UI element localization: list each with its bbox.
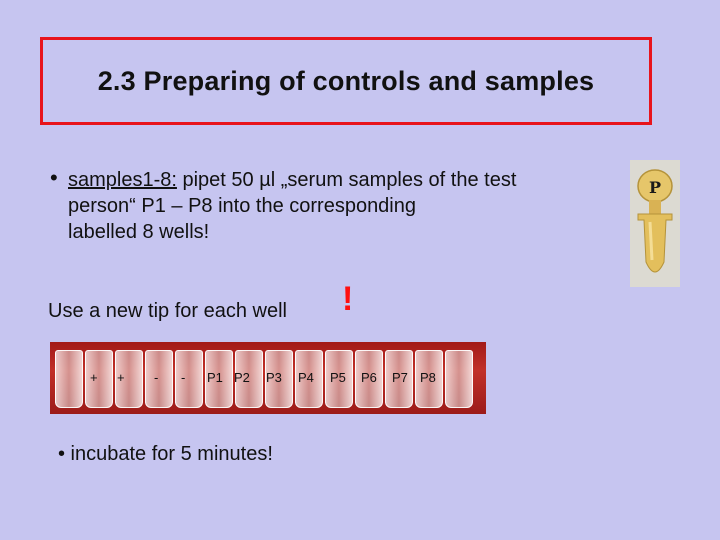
bullet-line-1-rest: pipet 50 µl „serum samples of the test xyxy=(176,169,517,191)
well-strip-photo xyxy=(50,342,486,414)
well-label: + xyxy=(117,370,125,385)
bullet-line-3: labelled 8 wells! xyxy=(68,221,210,243)
well-label: P3 xyxy=(266,370,282,385)
well-label: P5 xyxy=(330,370,346,385)
samples-label: samples1-8: xyxy=(68,169,177,191)
tube-label: P xyxy=(648,178,662,197)
well-label: - xyxy=(181,370,186,385)
well xyxy=(55,350,83,408)
bullet-incubate: • incubate for 5 minutes! xyxy=(58,443,273,465)
well xyxy=(145,350,173,408)
well-label: P1 xyxy=(207,370,223,385)
well-label: P2 xyxy=(234,370,250,385)
tube-photo xyxy=(630,160,680,287)
well-label: + xyxy=(90,370,98,385)
well-label: P8 xyxy=(420,370,436,385)
well-label: P7 xyxy=(392,370,408,385)
tip-instruction: Use a new tip for each well xyxy=(48,300,288,322)
well-label: P6 xyxy=(361,370,377,385)
bullet-samples xyxy=(50,167,620,245)
well xyxy=(175,350,203,408)
well-label: P4 xyxy=(298,370,314,385)
bullet-line-2: person“ P1 – P8 into the corresponding xyxy=(68,195,416,217)
slide-title: 2.3 Preparing of controls and samples xyxy=(97,65,595,96)
title-box xyxy=(40,37,652,125)
bullet-dot: • xyxy=(50,165,58,190)
tube-icon xyxy=(630,160,680,287)
well xyxy=(445,350,473,408)
bullet-line-1 xyxy=(50,167,620,193)
exclamation-mark: ! xyxy=(342,280,354,318)
well-label: - xyxy=(154,370,159,385)
